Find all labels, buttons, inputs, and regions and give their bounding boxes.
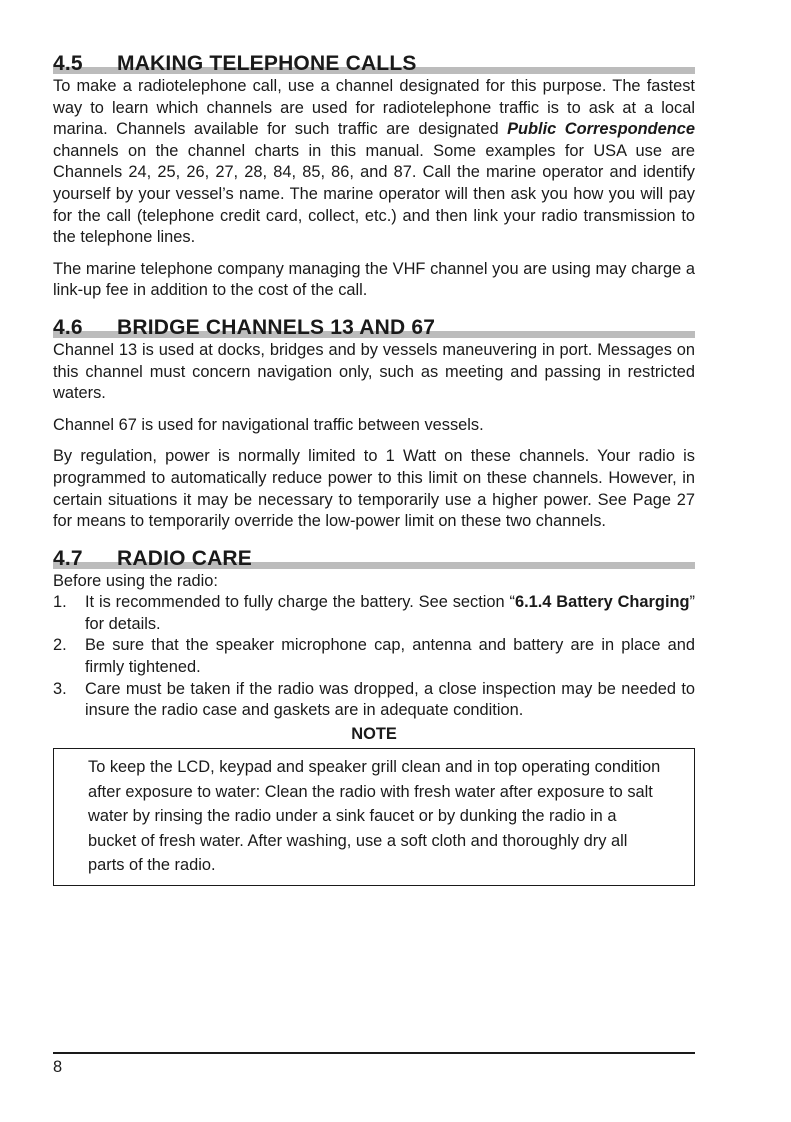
paragraph: Before using the radio: <box>53 571 218 590</box>
text-run: ” for details. <box>85 593 695 633</box>
section-title: MAKING TELEPHONE CALLS <box>117 52 417 75</box>
list-number: 2. <box>53 636 67 655</box>
list-item <box>53 679 695 722</box>
note-box <box>53 748 695 886</box>
text-run: Be sure that the speaker microphone cap, antenna and battery are in place and firmly tightened. <box>85 636 695 677</box>
care-steps-list <box>53 592 695 722</box>
list-item <box>53 635 695 678</box>
section-number: 4.6 <box>53 315 83 339</box>
section-title: RADIO CARE <box>117 546 253 570</box>
paragraph: Channel 13 is used at docks, bridges and by vessels maneuvering in port. Messages on this channel must concern navigation only, such as meeting and passing in restricted waters. <box>53 340 695 403</box>
list-number: 1. <box>53 593 67 612</box>
text-run: To make a radiotelephone call, use a channel designated for this purpose. The fastest way to learn which channels are used for radiotelephone traffic is to ask at a local marina. Channels available for such traffic are designated <box>53 77 695 139</box>
list-number: 3. <box>53 679 67 698</box>
text-run: channels on the channel charts in this manual. Some examples for USA use are Channels 24, 25, 26, 27, 28, 84, 85, 86, and 87. Call the marine operator and identify yourself by your vessel’s name. The marine operator will then ask you how you will pay for the call (telephone credit card, collect, etc.) and then link your radio transmission to the telephone lines. <box>53 141 695 247</box>
section-heading-4-5 <box>53 52 695 76</box>
page-number: 8 <box>53 1058 63 1076</box>
footer-rule <box>53 1052 695 1054</box>
list-item <box>53 592 695 635</box>
paragraph: Channel 67 is used for navigational traffic between vessels. <box>53 415 484 434</box>
section-number: 4.5 <box>53 52 83 75</box>
text-run: It is recommended to fully charge the battery. See section “ <box>85 593 515 612</box>
paragraph: By regulation, power is normally limited to 1 Watt on these channels. Your radio is programmed to automatically reduce power to this limit on these channels. However, in certain situations it may be necessary to temporarily use a higher power. See Page 27 for means to temporarily override the low-power limit on these two channels. <box>53 447 695 531</box>
paragraph: The marine telephone company managing the VHF channel you are using may charge a link-up fee in addition to the cost of the call. <box>53 259 695 300</box>
heading-text <box>53 316 435 340</box>
note-text: To keep the LCD, keypad and speaker grill clean and in top operating condition after exposure to water: Clean the radio with fresh water after exposure to salt water by rinsing the radio under a sink faucet or by dunking the radio in a bucket of fresh water. After washing, use a soft cloth and thoroughly dry all parts of the radio. <box>88 758 661 875</box>
heading-text <box>53 52 417 76</box>
paragraph <box>53 76 695 249</box>
emphasis-public-correspondence: Public Correspondence <box>507 120 695 139</box>
section-number: 4.7 <box>53 546 83 570</box>
heading-text <box>53 547 252 571</box>
note-title: NOTE <box>351 724 397 743</box>
page-content <box>53 52 695 886</box>
section-heading-4-7 <box>53 547 695 571</box>
section-title: BRIDGE CHANNELS 13 AND 67 <box>117 315 436 339</box>
section-heading-4-6 <box>53 316 695 340</box>
section-reference: 6.1.4 Battery Charging <box>514 593 690 612</box>
text-run: Care must be taken if the radio was dropped, a close inspection may be needed to insure the radio case and gaskets are in adequate condition. <box>85 679 695 720</box>
